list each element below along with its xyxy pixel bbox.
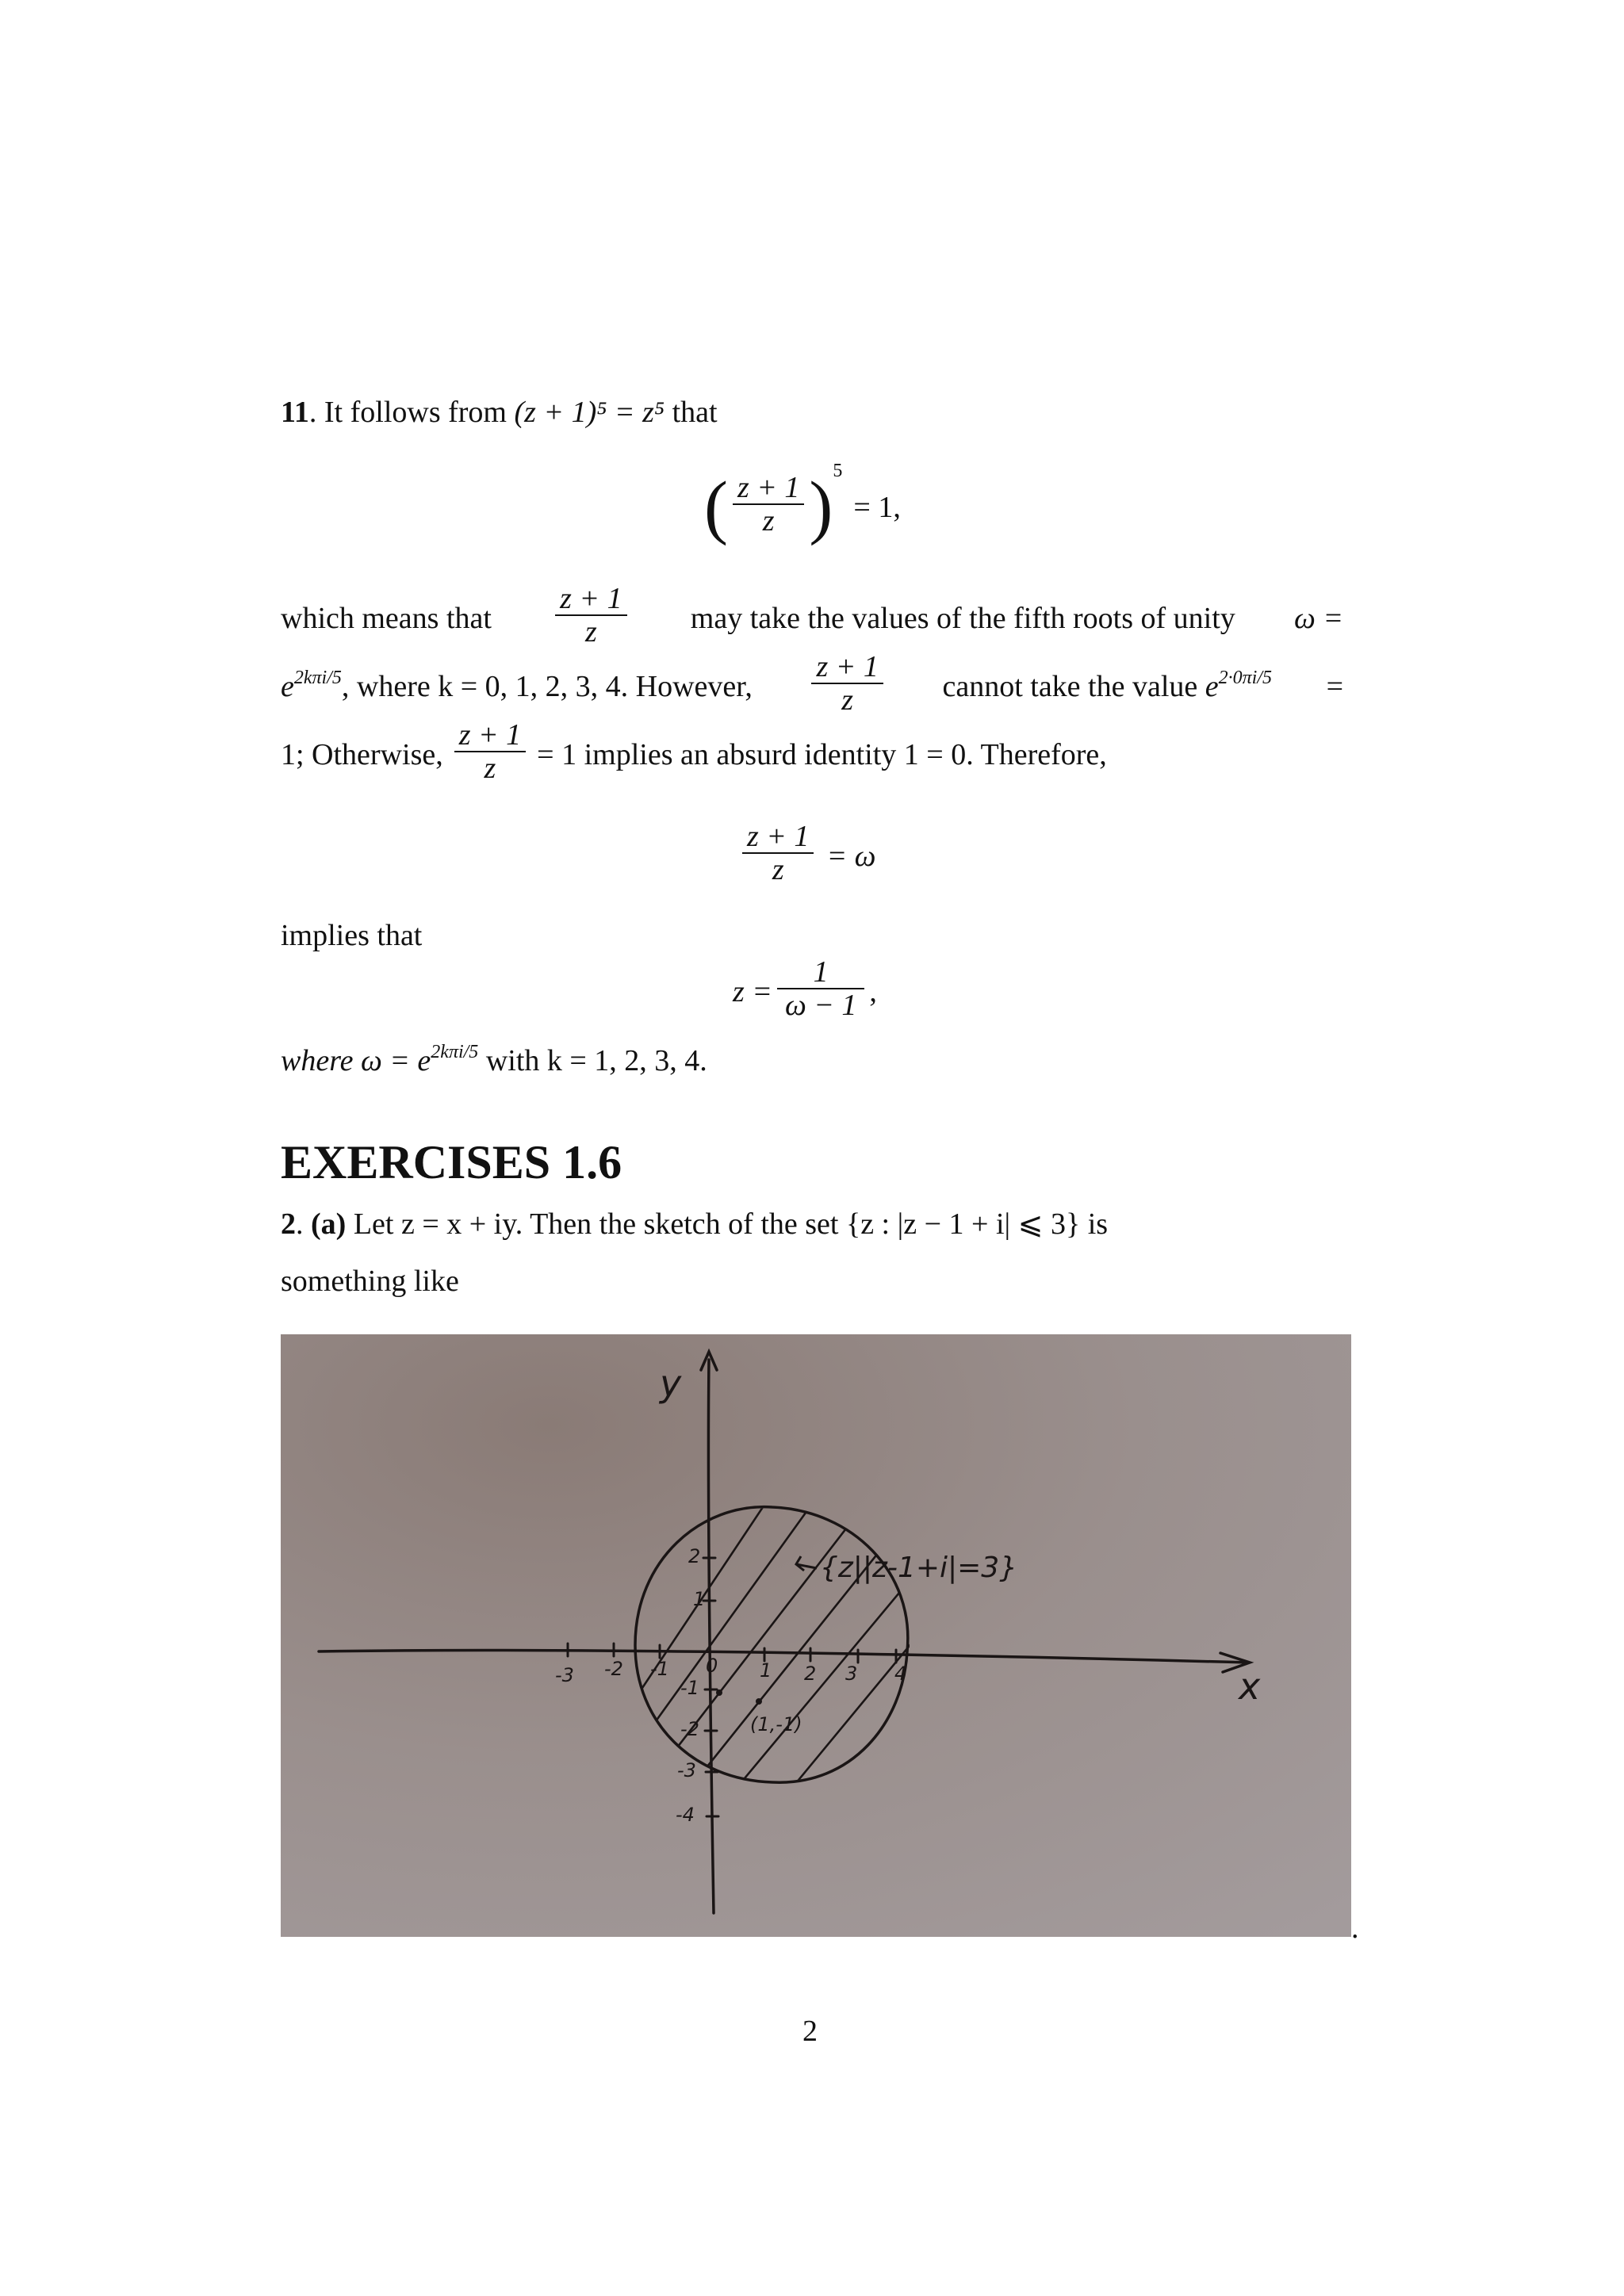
fraction-numerator: z + 1: [737, 471, 800, 504]
x-tick-label: 1: [760, 1659, 772, 1682]
equation-rhs: = 1,: [853, 491, 901, 524]
photo-background: [281, 1334, 1351, 1937]
text: Let z = x + iy. Then the sketch of the set {z : |z − 1 + i| ⩽ 3} is: [353, 1207, 1109, 1241]
text: = 1 implies an absurd identity 1 = 0. Therefore,: [537, 738, 1107, 771]
fraction-denominator: ω − 1: [777, 988, 864, 1021]
fraction: [777, 956, 864, 1021]
fraction: [733, 472, 804, 537]
x-tick-label: 4: [894, 1663, 907, 1685]
fraction: [555, 583, 626, 648]
y-tick-label: -2: [680, 1718, 699, 1740]
problem-number: 11: [281, 396, 309, 429]
equation-z: [733, 948, 877, 1035]
text: which means that: [281, 602, 492, 635]
fraction-denominator: z: [454, 751, 526, 784]
fraction-denominator: z: [742, 852, 814, 886]
problem-2-line-1: 2. (a) Let z = x + iy. Then the sketch of the set {z : |z − 1 + i| ⩽ 3} is: [281, 1207, 1109, 1241]
problem-2-line-2: something like: [281, 1265, 459, 1298]
x-tick-label: -3: [555, 1664, 574, 1686]
sketch-photo: [281, 1334, 1351, 1937]
page-number: 2: [802, 2015, 818, 2048]
text: cannot take the value: [942, 670, 1198, 703]
equals-sign: =: [1326, 670, 1343, 703]
origin-dot: [716, 1689, 722, 1696]
paragraph-line-1: [281, 579, 1343, 658]
fraction-numerator: 1: [813, 955, 829, 989]
text: with k = 1, 2, 3, 4.: [485, 1044, 707, 1077]
x-tick-label: 3: [845, 1663, 858, 1685]
x-tick-label: -2: [604, 1658, 623, 1680]
y-axis-label: y: [660, 1362, 682, 1405]
sketch-drawing: [281, 1334, 1351, 1937]
y-tick-label: -4: [676, 1804, 695, 1826]
intro-equation: (z + 1)⁵ = z⁵: [514, 396, 665, 429]
fraction: [454, 719, 526, 784]
exp-base: e: [281, 670, 294, 703]
trailing-dot: .: [1351, 1911, 1359, 1945]
implies-text: implies that: [281, 919, 423, 952]
y-tick-label: -1: [680, 1677, 699, 1699]
problem-number: 2: [281, 1207, 296, 1241]
x-axis-label: x: [1239, 1665, 1261, 1708]
x-tick-label: -1: [650, 1658, 669, 1680]
fraction-numerator: z + 1: [747, 820, 810, 853]
intro-tail: that: [672, 396, 718, 429]
equation-rhs: = ω: [826, 840, 876, 873]
where-line: [281, 1043, 707, 1082]
text: , where k = 0, 1, 2, 3, 4. However,: [341, 670, 753, 703]
omega-equals: ω =: [1293, 602, 1343, 635]
right-paren: ): [809, 468, 833, 546]
exponent: 5: [833, 461, 843, 481]
exp-base: e: [1205, 670, 1219, 703]
problem-part: (a): [311, 1207, 347, 1241]
y-tick-label: 1: [693, 1588, 706, 1610]
x-tick-label: 2: [804, 1663, 817, 1685]
fraction-denominator: z: [555, 614, 626, 648]
fraction: [811, 651, 883, 716]
text: 1; Otherwise,: [281, 738, 443, 771]
exp-power: 2kπi/5: [293, 668, 342, 688]
fraction-numerator: z + 1: [458, 718, 522, 752]
text: where ω = e: [281, 1044, 431, 1077]
fraction-numerator: z + 1: [816, 650, 879, 683]
y-tick-label: 2: [688, 1545, 701, 1567]
left-paren: (: [704, 468, 728, 546]
paragraph-line-2: [281, 647, 1343, 726]
exp-power: 2kπi/5: [431, 1042, 479, 1062]
circle-label: {z||z-1+i|=3}: [820, 1552, 1018, 1584]
x-tick-label: 0: [706, 1655, 718, 1677]
fraction-numerator: z + 1: [560, 582, 622, 615]
section-heading: EXERCISES 1.6: [281, 1136, 622, 1188]
paragraph-line-3: [281, 715, 1107, 794]
text: may take the values of the fifth roots of unity: [690, 602, 1235, 635]
equation-omega: [737, 817, 875, 896]
center-point: [756, 1698, 762, 1705]
intro-text: . It follows from: [308, 396, 507, 429]
fraction-denominator: z: [733, 503, 804, 537]
problem-11-intro: [281, 395, 718, 430]
comma: ,: [869, 975, 877, 1008]
fraction: [742, 821, 814, 886]
y-tick-label: -3: [677, 1759, 696, 1781]
exp-power: 2·0πi/5: [1218, 668, 1272, 688]
center-label: (1,-1): [750, 1713, 802, 1735]
equation-lhs: z =: [733, 975, 772, 1008]
fraction-denominator: z: [811, 683, 883, 716]
equation-power-five: [704, 460, 901, 555]
